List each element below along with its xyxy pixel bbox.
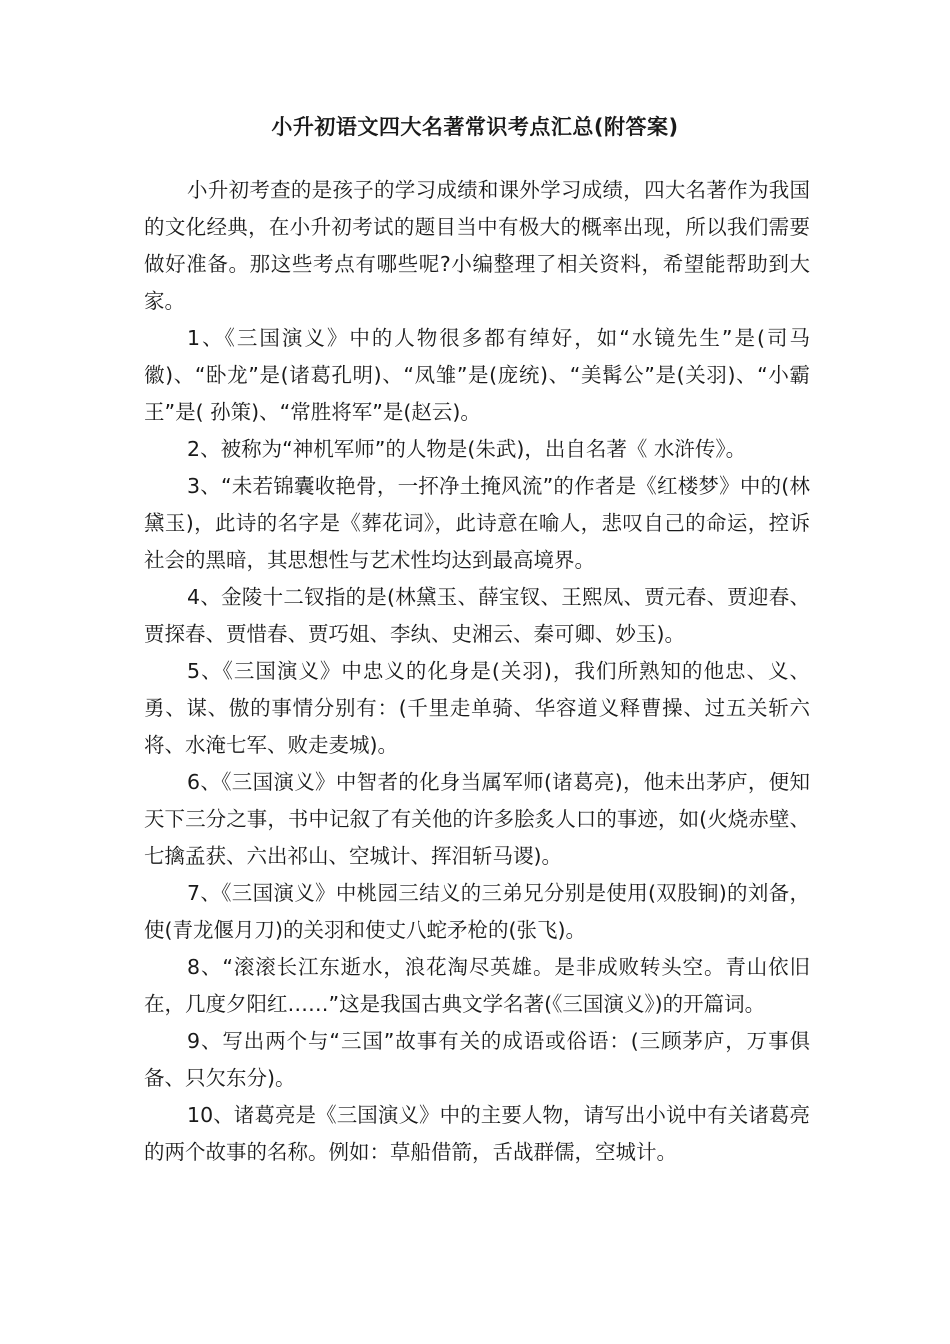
question-paragraph-2: 2、被称为“神机军师”的人物是(朱武)，出自名著《 水浒传》。: [187, 437, 747, 461]
question-paragraph-5: 5、《三国演义》中忠义的化身是(关羽)，我们所熟知的他忠、义、勇、谋、傲的事情分别有：(千里走单骑、华容道义释曹操、过五关斩六将、水淹七军、败走麦城)。: [144, 659, 810, 757]
question-paragraph-4: 4、金陵十二钗指的是(林黛玉、薛宝钗、王熙凤、贾元春、贾迎春、贾探春、贾惜春、贾巧姐、李纨、史湘云、秦可卿、妙玉)。: [144, 585, 810, 646]
question-paragraph-3: 3、“未若锦囊收艳骨，一抔净土掩风流”的作者是《红楼梦》中的(林黛玉)，此诗的名字是《葬花词》，此诗意在喻人，悲叹自己的命运，控诉社会的黑暗，其思想性与艺术性均达到最高境界。: [144, 474, 810, 572]
question-paragraph-1: 1、《三国演义》中的人物很多都有绰好，如“水镜先生”是(司马徽)、“卧龙”是(诸葛孔明)、“凤雏”是(庞统)、“美髯公”是(关羽)、“小霸王”是( 孙策)、“常胜将军”是(赵云)。: [144, 326, 810, 424]
question-paragraph-7: 7、《三国演义》中桃园三结义的三弟兄分别是使用(双股锏)的刘备， 使(青龙偃月刀)的关羽和使丈八蛇矛枪的(张飞)。: [144, 881, 810, 942]
intro-paragraph: 小升初考查的是孩子的学习成绩和课外学习成绩，四大名著作为我国的文化经典，在小升初考试的题目当中有极大的概率出现，所以我们需要做好准备。那这些考点有哪些呢?小编整理了相关资料，希望能帮助到大家。: [144, 178, 810, 313]
question-paragraph-6: 6、《三国演义》中智者的化身当属军师(诸葛亮)，他未出茅庐，便知天下三分之事，书中记叙了有关他的许多脍炙人口的事迹，如(火烧赤壁、七擒孟获、六出祁山、空城计、挥泪斩马谡)。: [144, 770, 810, 868]
question-paragraph-8: 8、“滚滚长江东逝水，浪花淘尽英雄。是非成败转头空。青山依旧在，几度夕阳红……”这是我国古典文学名著(《三国演义》)的开篇词。: [144, 955, 810, 1016]
question-paragraph-10: 10、诸葛亮是《三国演义》中的主要人物，请写出小说中有关诸葛亮的两个故事的名称。例如：草船借箭，舌战群儒，空城计。: [144, 1103, 810, 1164]
question-paragraph-9: 9、写出两个与“三国”故事有关的成语或俗语：(三顾茅庐，万事俱备、只欠东分)。: [144, 1029, 810, 1090]
document-title: 小升初语文四大名著常识考点汇总(附答案): [271, 115, 679, 139]
document-body: [144, 172, 810, 1171]
